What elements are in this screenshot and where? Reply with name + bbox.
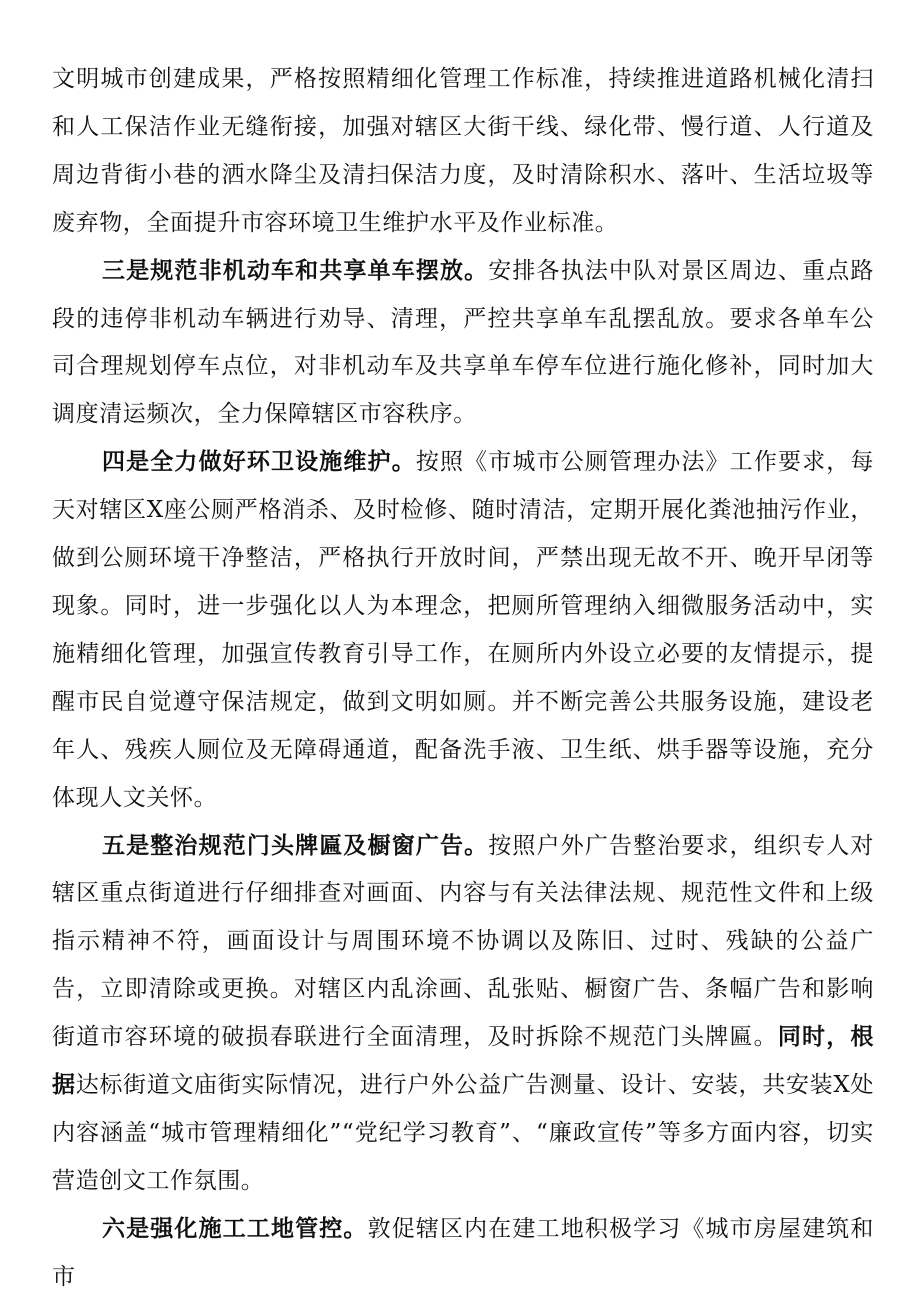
paragraph-text: 敦促辖区内在建工地积极学习《城市房屋建筑和市: [52, 1215, 874, 1290]
paragraph-signboards-ads: [52, 823, 874, 1206]
paragraph-text: 达标街道文庙街实际情况，进行户外公益广告测量、设计、安装，共安装X处内容涵盖“城市管理精细化”“党纪学习教育”、“廉政宣传”等多方面内容，切实营造创文工作氛围。: [52, 1072, 874, 1194]
paragraph-sanitation-facilities: [52, 439, 874, 822]
document-body: [52, 56, 874, 1302]
paragraph-text: 安排各执法中队对景区周边、重点路段的违停非机动车辆进行劝导、清理，严控共享单车乱摆乱放。要求各单车公司合理规划停车点位，对非机动车及共享单车停车位进行施化修补，同时加大调度清运频次，全力保障辖区市容秩序。: [52, 257, 874, 428]
paragraph-lead: 五是整治规范门头牌匾及橱窗广告。: [102, 832, 489, 859]
paragraph-construction-sites: [52, 1206, 874, 1302]
paragraph-nonmotor-parking: [52, 248, 874, 440]
paragraph-continuation: [52, 56, 874, 248]
paragraph-lead: 六是强化施工工地管控。: [102, 1215, 368, 1242]
paragraph-bold-inline: 同时，根据: [52, 1024, 874, 1099]
paragraph-text: 按照《市城市公厕管理办法》工作要求，每天对辖区X座公厕严格消杀、及时检修、随时清洁，定期开展化粪池抽污作业，做到公厕环境干净整洁，严格执行开放时间，严禁出现无故不开、晚开早闭等现象。同时，进一步强化以人为本理念，把厕所管理纳入细微服务活动中，实施精细化管理，加强宣传教育引导工作，在厕所内外设立必要的友情提示，提醒市民自觉遵守保洁规定，做到文明如厕。并不断完善公共服务设施，建设老年人、残疾人厕位及无障碍通道，配备洗手液、卫生纸、烘手器等设施，充分体现人文关怀。: [52, 449, 874, 811]
paragraph-lead: 四是全力做好环卫设施维护。: [102, 449, 416, 476]
paragraph-lead: 三是规范非机动车和共享单车摆放。: [102, 257, 489, 284]
paragraph-text: 文明城市创建成果，严格按照精细化管理工作标准，持续推进道路机械化清扫和人工保洁作业无缝衔接，加强对辖区大街干线、绿化带、慢行道、人行道及周边背街小巷的洒水降尘及清扫保洁力度，及时清除积水、落叶、生活垃圾等废弃物，全面提升市容环境卫生维护水平及作业标准。: [52, 66, 874, 236]
paragraph-text: 按照户外广告整治要求，组织专人对辖区重点街道进行仔细排查对画面、内容与有关法律法规、规范性文件和上级指示精神不符，画面设计与周围环境不协调以及陈旧、过时、残缺的公益广告，立即清除或更换。对辖区内乱涂画、乱张贴、橱窗广告、条幅广告和影响街道市容环境的破损春联进行全面清理，及时拆除不规范门头牌匾。: [52, 832, 874, 1051]
